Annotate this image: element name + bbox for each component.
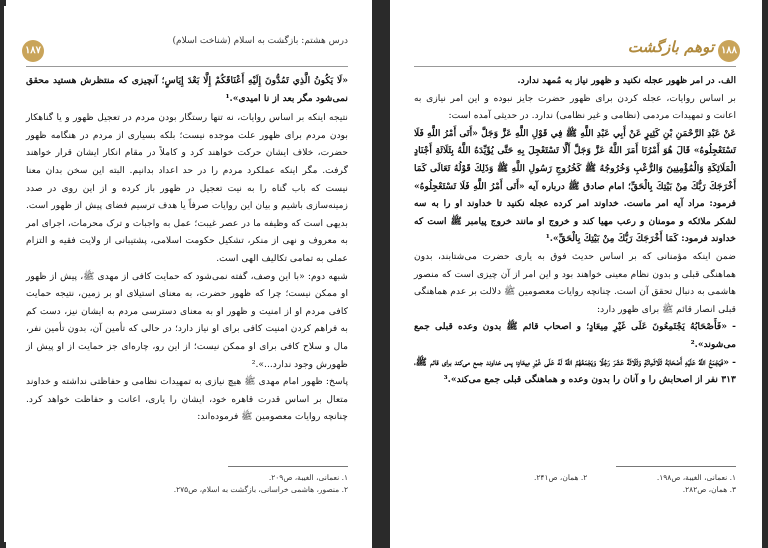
section-heading: الف. در امر ظهور عجله نکنید و ظهور نیاز به مُمهد ندارد. <box>517 75 736 86</box>
footnote: ۱. نعمانی، الغیبة، ص۲۰۹. <box>268 473 348 482</box>
footnotes <box>414 472 736 496</box>
hadith-quote: عَنْ عَبْدِ الرَّحْمَنِ بْنِ كَثِيرٍ عَنْ أَبِي عَبْدِ اللَّهِ ﷺ فِي قَوْلِ اللَّهِ عَزَّ وَجَلَّ «أَتَى أَمْرُ اللَّهِ فَلَا تَسْتَعْجِلُوهُ» قَالَ هُوَ أَمْرُنَا أَمَرَ اللَّهُ عَزَّ وَجَلَّ أَلَّا تَسْتَعْجِلَ بِهِ حَتَّى يُؤَيِّدَهُ اللَّهُ بِثَلَاثَةِ أَجْنَادٍ الْمَلَائِكَةِ وَالْمُؤْمِنِينَ وَالرُّعْبِ وَخُرُوجُهُ ﷺ كَخُرُوجِ رَسُولِ اللَّهِ ﷺ وَذَلِكَ قَوْلُهُ تَعَالَى كَمَا أَخْرَجَكَ رَبُّكَ مِنْ بَيْتِكَ بِالْحَقِّ؛ امام صادق ﷺ درباره آیه «أَتَى أَمْرُ اللَّهِ فَلَا تَسْتَعْجِلُوهُ» فرمود: مراد آیه امر ماست. خداوند امر کرده عجله نکنید تا خداوند او را به سه لشکر ملائکه و مومنان و رعب مهیا کند و خروج او مانند خروج پیامبر ﷺ است که خداوند فرمود: کَمَا أَخْرَجَكَ رَبُّكَ مِنْ بَيْتِكَ بِالْحَقِّ».¹ <box>414 127 736 245</box>
footnote: ۲. منصور، هاشمی خراسانی، بازگشت به اسلام، ص۲۷۵. <box>173 485 348 494</box>
footnote-divider <box>616 466 736 467</box>
hadith-quote: - «فَيَجْمَعُ اللَّهُ عَلَيْهِ أَصْحَابَهُ ثَلَاثَمِائَةٍ وَثَلَاثَةَ عَشَرَ رَجُلًا وَيَجْمَعُهُمُ اللَّهُ لَهُ عَلَى غَيْرِ مِيعَادٍ؛ پس خداوند جمع می‌کند برای قائم ﷺ، ۳۱۳ نفر از اصحابش را و آنان را بدون وعده و هماهنگی قبلی جمع می‌کند».³ <box>414 356 736 386</box>
book-edge-right <box>762 0 768 548</box>
left-page <box>4 6 370 542</box>
answer-paragraph: پاسخ: ظهور امام مهدی ﷺ هیچ نیازی به تمهیدات نظامی و حفاظتی نداشته و خداوند متعال بر اساس قدرت قاهره خود، ایشان را یاری، اعانت و حفاظت خواهد کرد. چنانچه روایات معصومین ﷺ فرموده‌اند: <box>26 376 348 423</box>
footnote: ۳. همان، ص۲۸۲. <box>682 485 736 494</box>
footnotes <box>26 472 348 496</box>
page-number: ۱۸۸ <box>718 40 740 62</box>
doubt-paragraph: شبهه دوم: «با این وصف، گفته نمی‌شود که حمایت کافی از مهدی ﷺ، پیش از ظهور او ممکن نیست؛ چرا که ظهور حضرت، به معنای استیلای او بر زمین، نتیجه حمایت کافی مردم او از امنیت و ظهور او به معنای دسترسی مردم به ایشان نیز، دست کم به فراهم کردن امنیت کافی برای او نیاز دارد؛ در حالی که تأمین آن، بدون تأمین نفر، مال و سلاح کافی برای او ممکن نیست؛ از این رو، چاره‌ای جز حمایت از او پیش از ظهورش وجود ندارد...».² <box>26 270 348 370</box>
page-number: ۱۸۷ <box>22 40 44 62</box>
footnote: ۲. همان، ص۲۴۱. <box>534 473 588 482</box>
right-page <box>392 6 758 542</box>
body-paragraph: بر اساس روایات، عجله کردن برای ظهور حضرت جایز نبوده و این امر نیازی به اعانت و تمهیدات مردمی (نظامی و غیر نظامی) ندارد. در حدیثی آمده است: <box>414 92 736 122</box>
book-spine <box>372 0 390 548</box>
page-body <box>414 72 736 389</box>
header-logo: توهم بازگشت <box>627 38 714 56</box>
page-body <box>26 72 348 426</box>
header-divider <box>414 66 736 67</box>
body-paragraph: ضمن اینکه مؤمنانی که بر اساس حدیث فوق به یاری حضرت می‌شتابند، بدون هماهنگی قبلی و بدون نظام معینی خواهند بود و این امر از آن چیزی است که منصور هاشمی به دنبال تحقق آن است. چنانچه روایات معصومین ﷺ دلالت بر عدم هماهنگی قبلی انصار قائم ﷺ برای ظهور دارد: <box>414 250 736 315</box>
footnote: ۱. نعمانی، الغیبة، ص۱۹۸. <box>656 473 736 482</box>
footnote-divider <box>228 466 348 467</box>
hadith-quote: «لَا يَكُونُ الَّذِي تَمُدُّونَ إِلَيْهِ أَعْنَاقَكُمْ إِلَّا بَعْدَ إِيَاسٍ؛ آنچیزی که منتظرش هستید محقق نمی‌شود مگر بعد از نا امیدی».¹ <box>26 75 348 104</box>
header-divider <box>26 66 348 67</box>
body-paragraph: نتیجه اینکه بر اساس روایات، نه تنها رستگار بودن مردم در تعجیل ظهور و یا گناهکار بودن مردم برای ظهور علت موجده نیست؛ بلکه بسیاری از مردم در هنگامه ظهور حضرت، خلاف ایشان حرکت خواهند کرد و کاملاً در مقام انکار ایشان قرار خواهند گرفت. مگر اینکه عملکرد مردم را در حد اعداد بدانیم. البته این سخن بدان معنا نیست که باب گناه را به نیت تعجیل در ظهور باز کرده و از این روی در صدد زمینه‌سازی باشیم و بیان این روایات صرفاً یا هدف ترسیم فضای پیش از ظهور است. بدیهی است که وظیفه ما در عصر غیبت؛ عمل به واجبات و ترک محرمات، اجرای امر به معروف و نهی از منکر، تشکیل حکومت اسلامی، پشتیبانی از ولایت فقیه و التزام عملی به تمامی تکالیف الهی است. <box>26 112 348 264</box>
running-header: درس هشتم: بازگشت به اسلام (شناخت اسلام) <box>172 36 348 46</box>
hadith-quote: - «فَأَصْحَابُهُ يَجْتَمِعُونَ عَلَى غَيْرِ مِيعَادٍ؛ و اصحاب قائم ﷺ بدون وعده قبلی جمع می‌شوند».² <box>414 321 736 350</box>
